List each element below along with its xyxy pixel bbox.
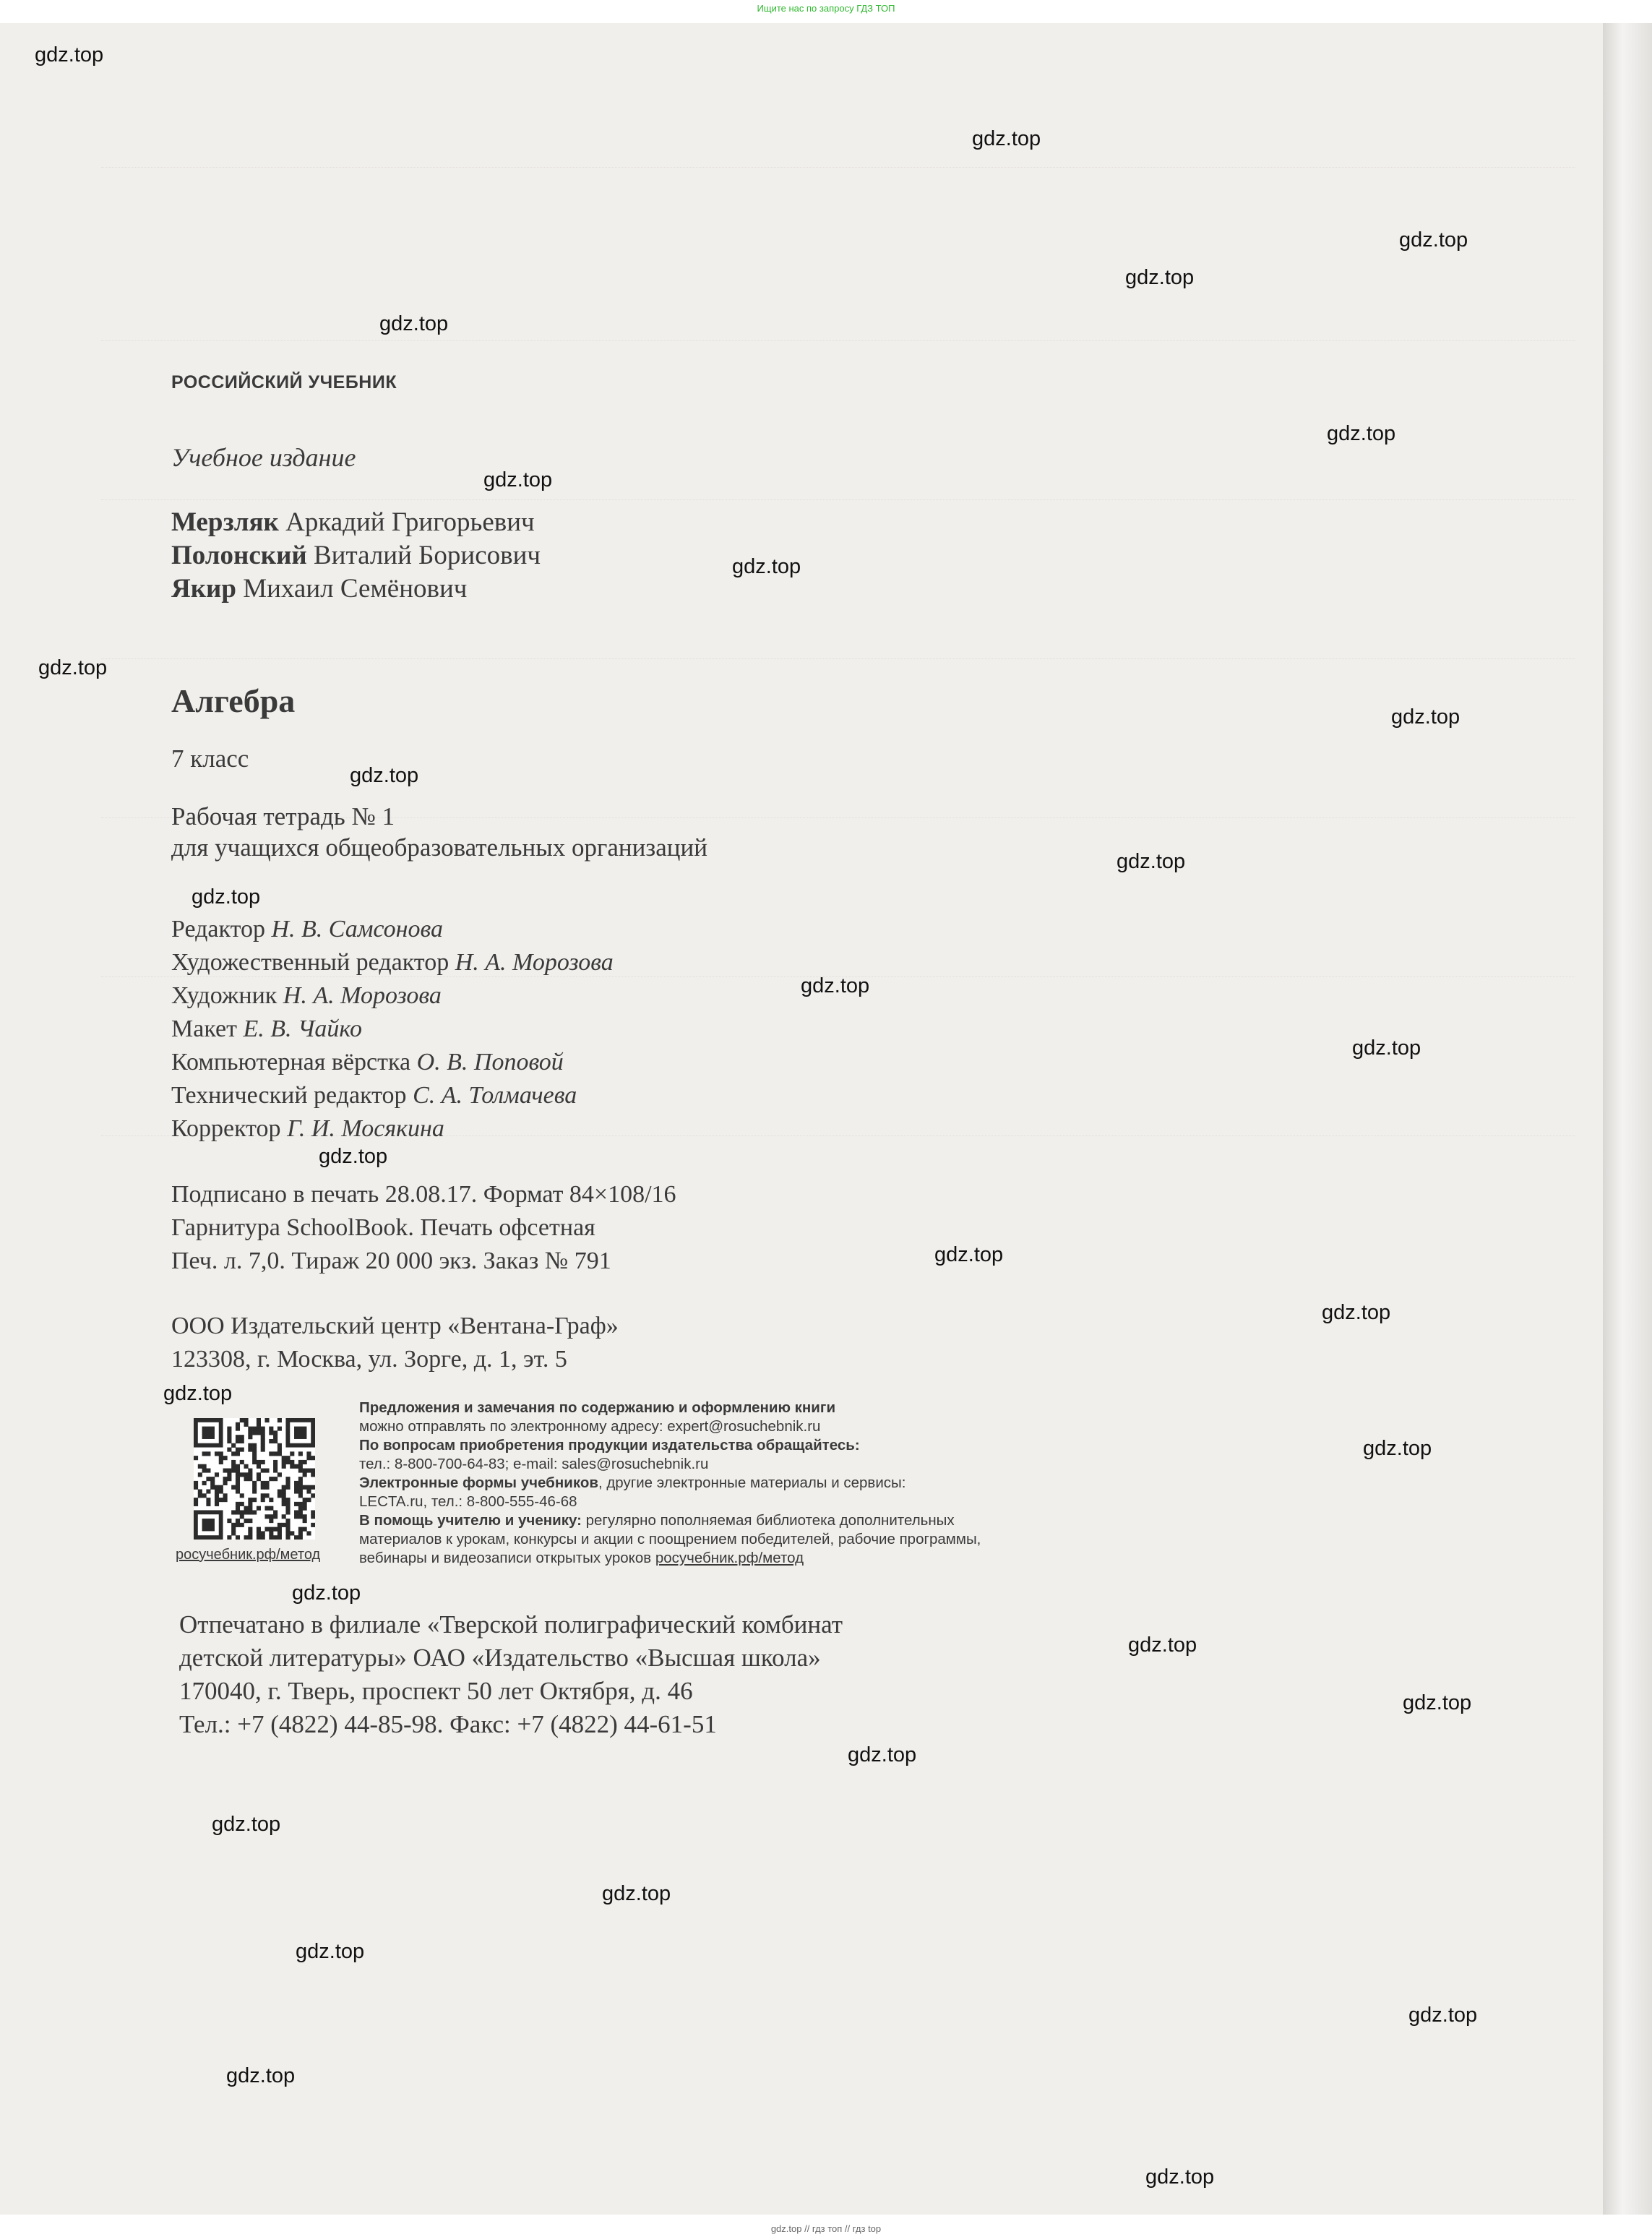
- watermark: gdz.top: [1117, 850, 1186, 873]
- author-name: Виталий Борисович: [314, 541, 541, 570]
- watermark: gdz.top: [350, 764, 419, 787]
- printer-line: 170040, г. Тверь, проспект 50 лет Октября, д. 46: [179, 1677, 693, 1705]
- watermark: gdz.top: [1327, 422, 1396, 445]
- top-banner: Ищите нас по запросу ГДЗ ТОП: [757, 3, 895, 14]
- contact-line: тел.: 8-800-700-64-83; e-mail: sales@rosuchebnik.ru: [359, 1456, 709, 1472]
- watermark: gdz.top: [848, 1743, 917, 1766]
- watermark: gdz.top: [1403, 1691, 1472, 1714]
- author-line: [171, 539, 541, 572]
- watermark: gdz.top: [801, 974, 870, 997]
- credit-person: Г. И. Мосякина: [287, 1115, 444, 1142]
- contact-line: [359, 1474, 1140, 1493]
- contact-heading: В помощь учителю и ученику:: [359, 1512, 582, 1529]
- author-name: Аркадий Григорьевич: [285, 507, 535, 537]
- credit-person: С. А. Толмачева: [413, 1082, 577, 1109]
- print-info-line: Печ. л. 7,0. Тираж 20 000 экз. Заказ № 791: [171, 1248, 611, 1274]
- contact-heading: Электронные формы учебников: [359, 1474, 598, 1491]
- watermark: gdz.top: [296, 1940, 365, 1963]
- edition-label: Учебное издание: [171, 443, 356, 472]
- author-line: [171, 572, 541, 606]
- contact-line: [359, 1549, 1140, 1568]
- author-surname: Якир: [171, 574, 236, 604]
- qr-caption-link[interactable]: росучебник.рф/метод: [176, 1547, 321, 1563]
- print-info: [171, 1178, 676, 1278]
- credit-line: [171, 979, 614, 1013]
- watermark: gdz.top: [292, 1581, 361, 1605]
- book-title: Алгебра: [171, 682, 296, 719]
- contact-heading: По вопросам приобретения продукции издательства обращайтесь:: [359, 1437, 860, 1454]
- credit-line: [171, 946, 614, 979]
- watermark: gdz.top: [1125, 266, 1195, 289]
- contact-text: регулярно пополняемая библиотека дополнительных: [581, 1512, 955, 1529]
- credit-role: Редактор: [171, 916, 265, 943]
- contact-line: [359, 1436, 1140, 1455]
- method-link[interactable]: росучебник.рф/метод: [655, 1550, 804, 1566]
- printer-info: [179, 1608, 843, 1741]
- credit-line: [171, 913, 614, 946]
- author-surname: Полонский: [171, 541, 307, 570]
- book-grade: 7 класс: [171, 744, 249, 773]
- watermark: gdz.top: [319, 1145, 388, 1168]
- printer-line: Отпечатано в филиале «Тверской полиграфический комбинат: [179, 1610, 843, 1639]
- author-surname: Мерзляк: [171, 507, 279, 537]
- credits-block: [171, 913, 614, 1146]
- contact-heading: Предложения и замечания по содержанию и оформлению книги: [359, 1399, 836, 1416]
- credit-person: Н. В. Самсонова: [271, 916, 444, 943]
- contact-line: LECTA.ru, тел.: 8-800-555-46-68: [359, 1493, 577, 1510]
- credit-line: [171, 1079, 614, 1112]
- watermark: gdz.top: [972, 127, 1041, 150]
- watermark: gdz.top: [483, 468, 553, 491]
- series-label: РОССИЙСКИЙ УЧЕБНИК: [171, 372, 397, 392]
- author-name: Михаил Семёнович: [243, 574, 468, 604]
- authors-block: [171, 506, 541, 606]
- qr-code[interactable]: [194, 1418, 315, 1540]
- watermark: gdz.top: [732, 555, 801, 578]
- watermark: gdz.top: [35, 43, 104, 66]
- contact-line: [359, 1511, 1140, 1530]
- watermark: gdz.top: [379, 312, 449, 335]
- book-subtitle: [171, 801, 707, 863]
- credit-line: [171, 1112, 614, 1146]
- credit-role: Корректор: [171, 1115, 281, 1142]
- credit-person: Е. В. Чайко: [243, 1016, 363, 1042]
- watermark: gdz.top: [1322, 1301, 1391, 1324]
- bottom-banner: gdz.top // гдз топ // гдз top: [770, 2223, 882, 2234]
- contact-text: , другие электронные материалы и сервисы:: [598, 1474, 906, 1491]
- credit-line: [171, 1046, 614, 1079]
- watermark: gdz.top: [602, 1882, 671, 1905]
- watermark: gdz.top: [212, 1813, 281, 1836]
- contact-line: материалов к урокам, конкурсы и акции с поощрением победителей, рабочие программы,: [359, 1531, 981, 1547]
- credit-person: Н. А. Морозова: [283, 982, 442, 1009]
- watermark: gdz.top: [1128, 1633, 1197, 1657]
- credit-line: [171, 1013, 614, 1046]
- publisher-line: 123308, г. Москва, ул. Зорге, д. 1, эт. 5: [171, 1346, 567, 1373]
- publisher-line: ООО Издательский центр «Вентана-Граф»: [171, 1313, 619, 1339]
- subtitle-line: для учащихся общеобразовательных организаций: [171, 833, 707, 862]
- author-line: [171, 506, 541, 539]
- credit-role: Технический редактор: [171, 1082, 407, 1109]
- credit-person: О. В. Поповой: [416, 1049, 564, 1075]
- print-info-line: Гарнитура SchoolBook. Печать офсетная: [171, 1214, 595, 1241]
- contact-line: можно отправлять по электронному адресу: expert@rosuchebnik.ru: [359, 1418, 821, 1435]
- watermark: gdz.top: [192, 885, 261, 909]
- watermark: gdz.top: [163, 1382, 233, 1405]
- watermark: gdz.top: [1391, 705, 1460, 729]
- credit-role: Макет: [171, 1016, 237, 1042]
- watermark: gdz.top: [1145, 2165, 1215, 2189]
- publisher-info: [171, 1310, 619, 1376]
- credit-role: Художественный редактор: [171, 949, 449, 976]
- watermark: gdz.top: [1352, 1036, 1421, 1060]
- print-info-line: Подписано в печать 28.08.17. Формат 84×108/16: [171, 1181, 676, 1208]
- contact-line: [359, 1399, 1140, 1417]
- watermark: gdz.top: [1399, 228, 1468, 252]
- printer-line: Тел.: +7 (4822) 44-85-98. Факс: +7 (4822) 44-61-51: [179, 1710, 717, 1738]
- credit-role: Художник: [171, 982, 278, 1009]
- credit-role: Компьютерная вёрстка: [171, 1049, 411, 1075]
- contact-text: вебинары и видеозаписи открытых уроков: [359, 1550, 655, 1566]
- watermark: gdz.top: [1363, 1437, 1432, 1460]
- page-edge-shadow: [1603, 23, 1652, 2215]
- watermark: gdz.top: [38, 656, 108, 679]
- credit-person: Н. А. Морозова: [455, 949, 614, 976]
- qr-code-graphic: [194, 1418, 315, 1540]
- printer-line: детской литературы» ОАО «Издательство «Высшая школа»: [179, 1644, 821, 1672]
- watermark: gdz.top: [1408, 2004, 1478, 2027]
- watermark: gdz.top: [226, 2064, 296, 2087]
- subtitle-line: Рабочая тетрадь № 1: [171, 802, 395, 830]
- watermark: gdz.top: [934, 1243, 1004, 1266]
- contacts-block: [359, 1399, 1140, 1568]
